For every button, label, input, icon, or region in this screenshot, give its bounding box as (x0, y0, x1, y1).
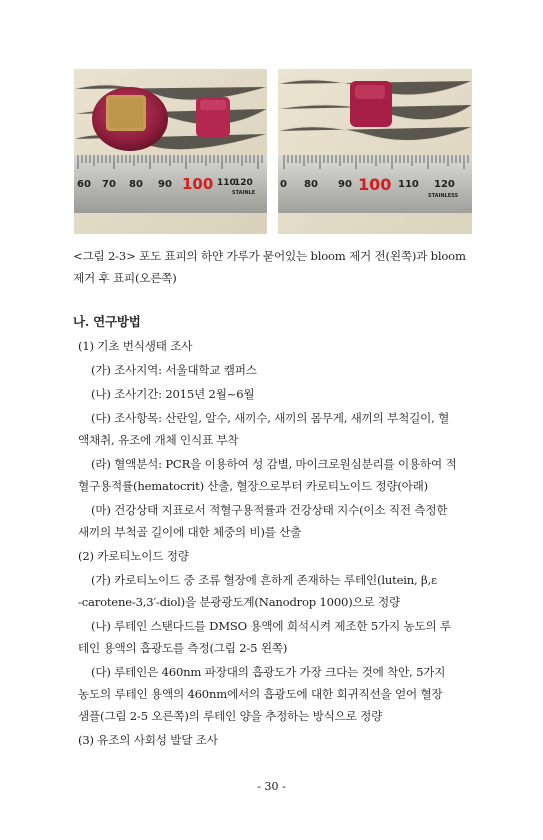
body-line: 혈구용적률(hematocrit) 산출, 혈장으로부터 카로티노이드 정량(아래) (78, 479, 428, 493)
ruler-number: 60 (77, 179, 91, 190)
body-line: (가) 카로티노이드 중 조류 혈장에 흔하게 존재하는 루테인(lutein, β,ε (91, 573, 437, 587)
body-line: 액채취, 유조에 개체 인식표 부착 (78, 433, 239, 447)
caption-line: 제거 후 표피(오른쪽) (73, 271, 177, 285)
grape-skin-after-bloom-removal-photo (278, 69, 472, 234)
body-line: (라) 혈액분석: PCR을 이용하여 성 감별, 마이크로원심분리를 이용하여 적 (91, 457, 457, 471)
body-line: 농도의 루테인 용액의 460nm에서의 흡광도에 대한 회귀직선을 얻어 혈장 (78, 687, 443, 701)
grape-skin-before-bloom-removal-photo (74, 69, 267, 234)
body-line: (마) 건강상태 지표로서 적혈구용적률과 건강상태 지수(이소 직전 측정한 (91, 503, 448, 517)
ruler-number-highlight: 100 (358, 175, 392, 194)
ruler-number: 110 (217, 178, 236, 188)
body-line: (1) 기초 번식생태 조사 (78, 339, 193, 353)
figure-caption (73, 245, 473, 289)
ruler-number-highlight: 100 (182, 175, 214, 193)
body-line: -carotene-3,3′-diol)을 분광광도계(Nanodrop 1000)으로 정량 (78, 595, 401, 609)
ruler-number: 80 (304, 179, 318, 190)
body-line: (3) 유조의 사회성 발달 조사 (78, 733, 218, 747)
ruler-brand: STAINLESS (428, 193, 459, 199)
ruler-number: 120 (434, 179, 455, 190)
ruler-number: 90 (158, 179, 172, 190)
body-line: 샘플(그림 2-5 오른쪽)의 루테인 양을 추정하는 방식으로 정량 (78, 709, 383, 723)
body-line: (다) 조사항목: 산란일, 알수, 새끼수, 새끼의 몸무게, 새끼의 부척길이, 혈 (91, 411, 450, 425)
ruler-number: 110 (398, 179, 419, 190)
body-line: (2) 카로티노이드 정량 (78, 549, 189, 563)
ruler-number: 120 (234, 178, 253, 188)
ruler-number: 70 (102, 179, 116, 190)
ruler-number: 80 (129, 179, 143, 190)
body-line: (나) 루테인 스탠다드를 DMSO 용액에 희석시켜 제조한 5가지 농도의 루 (91, 619, 451, 633)
body-line: 새끼의 부척골 길이에 대한 체중의 비)를 산출 (78, 525, 302, 539)
page-number: - 30 - (257, 780, 286, 793)
ruler-brand: STAINLE (232, 190, 256, 196)
body-line: (다) 루테인은 460nm 파장대의 흡광도가 가장 크다는 것에 착안, 5가지 (91, 665, 446, 679)
caption-line: <그림 2-3> 포도 표피의 하얀 가루가 묻어있는 bloom 제거 전(왼쪽)과 bloom (73, 249, 466, 263)
ruler-number: 90 (338, 179, 352, 190)
section-heading: 나. 연구방법 (73, 314, 141, 329)
body-line: (가) 조사지역: 서울대학교 캠퍼스 (91, 363, 257, 377)
ruler-number: 0 (280, 179, 287, 190)
body-line: (나) 조사기간: 2015년 2월~6월 (91, 387, 255, 401)
body-line: 테인 용액의 흡광도를 측정(그림 2-5 왼쪽) (78, 641, 288, 655)
